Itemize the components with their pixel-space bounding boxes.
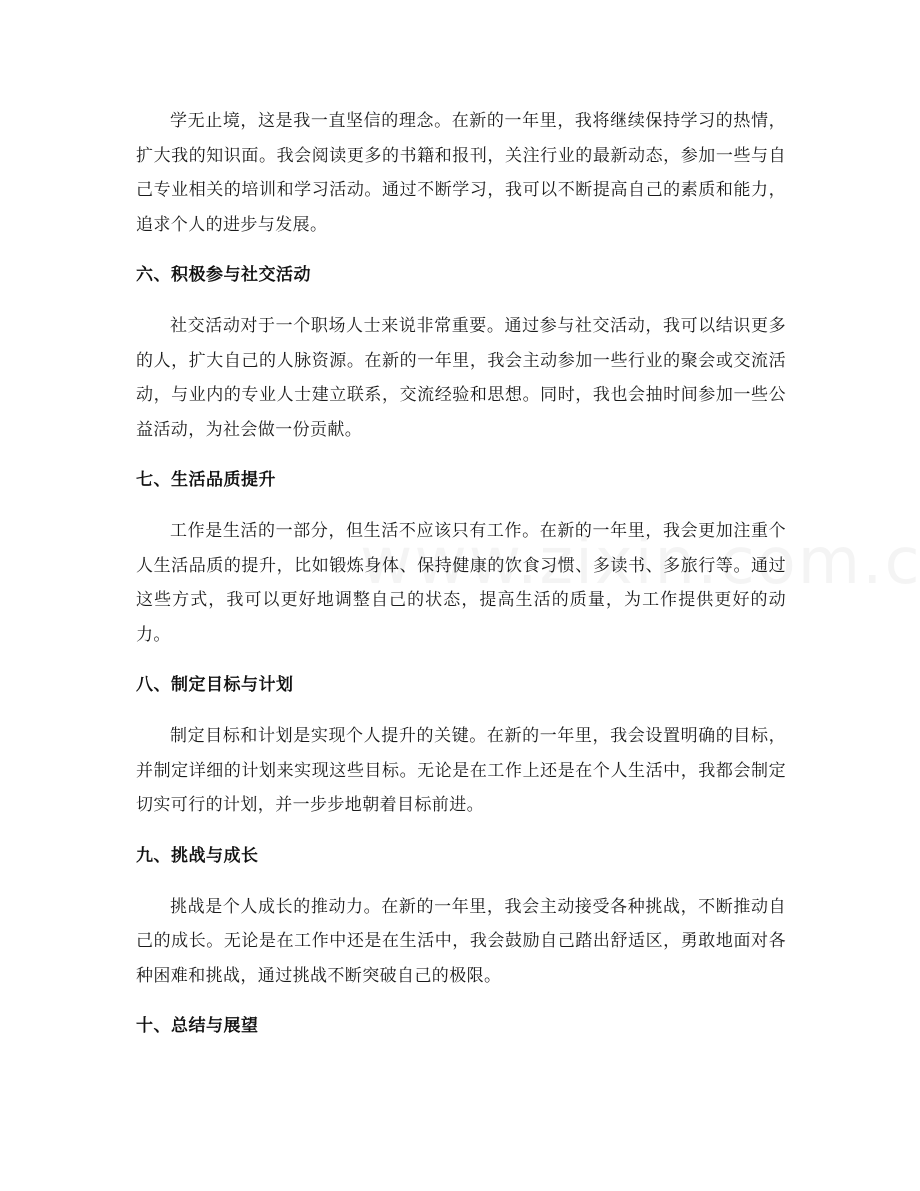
document-body <box>136 104 786 1043</box>
paragraph-goals: 制定目标和计划是实现个人提升的关键。在新的一年里，我会设置明确的目标，并制定详细的计划来实现这些目标。无论是在工作上还是在个人生活中，我都会制定切实可行的计划，并一步步地朝着目标前进。 <box>136 726 786 815</box>
section-heading-social: 六、积极参与社交活动 <box>136 265 311 285</box>
section-heading-challenge: 九、挑战与成长 <box>136 845 259 866</box>
section-heading-goals: 八、制定目标与计划 <box>136 675 294 695</box>
paragraph-life-quality: 工作是生活的一部分，但生活不应该只有工作。在新的一年里，我会更加注重个人生活品质的提升，比如锻炼身体、保持健康的饮食习惯、多读书、多旅行等。通过这些方式，我可以更好地调整自己的状态，提高生活的质量，为工作提供更好的动力。 <box>136 521 786 645</box>
paragraph-learning: 学无止境，这是我一直坚信的理念。在新的一年里，我将继续保持学习的热情，扩大我的知识面。我会阅读更多的书籍和报刊，关注行业的最新动态，参加一些与自己专业相关的培训和学习活动。通过不断学习，我可以不断提高自己的素质和能力，追求个人的进步与发展。 <box>136 111 786 235</box>
paragraph-challenge: 挑战是个人成长的推动力。在新的一年里，我会主动接受各种挑战，不断推动自己的成长。无论是在工作中还是在生活中，我会鼓励自己踏出舒适区，勇敢地面对各种困难和挑战，通过挑战不断突破自己的极限。 <box>136 896 786 986</box>
section-heading-summary: 十、总结与展望 <box>136 1016 259 1036</box>
paragraph-social: 社交活动对于一个职场人士来说非常重要。通过参与社交活动，我可以结识更多的人，扩大自己的人脉资源。在新的一年里，我会主动参加一些行业的聚会或交流活动，与业内的专业人士建立联系，交流经验和思想。同时，我也会抽时间参加一些公益活动，为社会做一份贡献。 <box>136 316 786 440</box>
section-heading-life-quality: 七、生活品质提升 <box>136 470 276 490</box>
